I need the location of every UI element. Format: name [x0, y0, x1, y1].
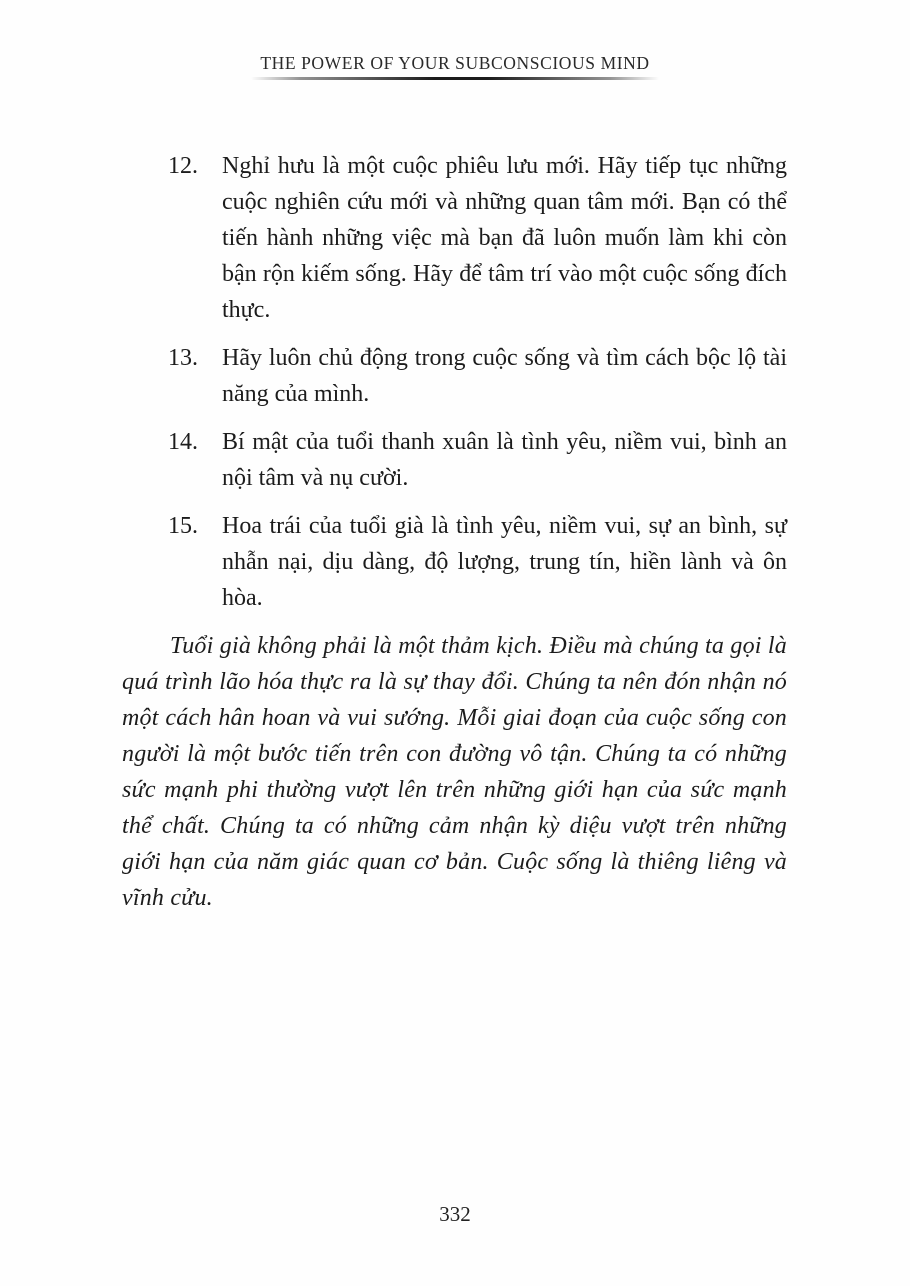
list-item-text: Bí mật của tuổi thanh xuân là tình yêu, niềm vui, bình an nội tâm và nụ cười. — [222, 429, 787, 491]
list-item-text: Hoa trái của tuổi già là tình yêu, niềm vui, sự an bình, sự nhẫn nại, dịu dàng, độ lượng, trung tín, hiền lành và ôn hòa. — [222, 513, 787, 611]
closing-paragraph: Tuổi già không phải là một thảm kịch. Điều mà chúng ta gọi là quá trình lão hóa thực ra là sự thay đổi. Chúng ta nên đón nhận nó một cách hân hoan và vui sướng. Mỗi giai đoạn của cuộc sống con người là một bước tiến trên con đường vô tận. Chúng ta có những sức mạnh phi thường vượt lên trên những giới hạn của sức mạnh thể chất. Chúng ta có những cảm nhận kỳ diệu vượt trên những giới hạn của năm giác quan cơ bản. Cuộc sống là thiêng liêng và vĩnh cửu. — [122, 633, 787, 911]
list-item-number: 15. — [168, 513, 198, 539]
header-rule — [251, 77, 659, 80]
page-number: 332 — [439, 1202, 471, 1226]
running-header-title: THE POWER OF YOUR SUBCONSCIOUS MIND — [260, 53, 650, 73]
list-item — [122, 148, 787, 328]
page-body — [122, 148, 787, 916]
numbered-list — [122, 148, 787, 616]
list-item-number: 12. — [168, 153, 198, 179]
list-item-text: Hãy luôn chủ động trong cuộc sống và tìm cách bộc lộ tài năng của mình. — [222, 345, 787, 407]
list-item — [122, 508, 787, 616]
list-item-number: 13. — [168, 345, 198, 371]
list-item-number: 14. — [168, 429, 198, 455]
list-item — [122, 424, 787, 496]
list-item — [122, 340, 787, 412]
list-item-text: Nghỉ hưu là một cuộc phiêu lưu mới. Hãy tiếp tục những cuộc nghiên cứu mới và những quan tâm mới. Bạn có thể tiến hành những việc mà bạn đã luôn muốn làm khi còn bận rộn kiếm sống. Hãy để tâm trí vào một cuộc sống đích thực. — [222, 153, 787, 323]
